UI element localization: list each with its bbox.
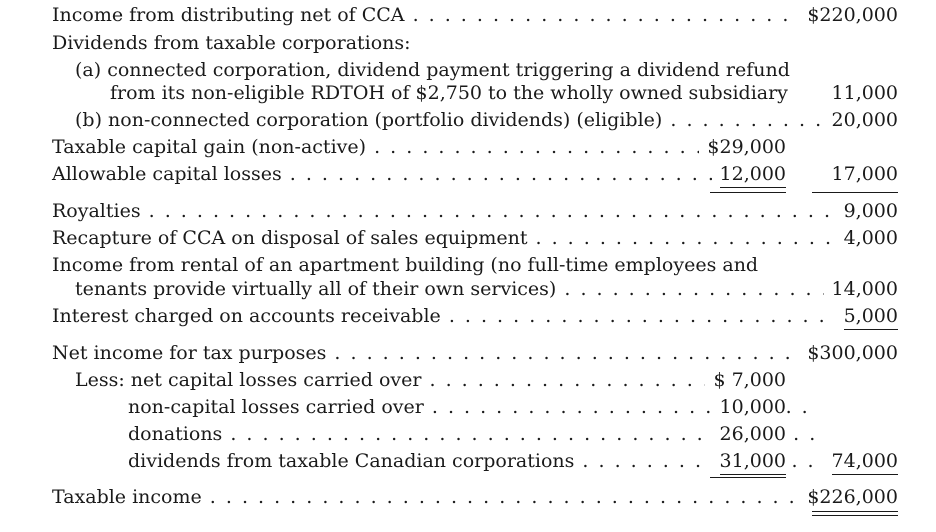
line-rental-1	[0, 252, 936, 278]
amount-income-distributing: $220,000	[799, 2, 898, 28]
line-dividends-deduction	[0, 448, 936, 474]
label-net-income: Net income for tax purposes . . .	[0, 340, 840, 366]
deductions-rule-middle	[710, 477, 786, 478]
line-recapture	[0, 225, 936, 251]
amount-dividend-b: 20,000	[824, 107, 898, 133]
label-donations: donations . . .	[0, 421, 818, 447]
line-non-capital-losses	[0, 394, 936, 420]
label-dividend-a-line1: (a) connected corporation, dividend payment triggering a dividend refund	[75, 59, 790, 81]
subtotal-rule-middle	[710, 192, 786, 193]
subtotal-rule-right	[812, 192, 898, 193]
line-less-net-capital-losses	[0, 367, 936, 393]
label-taxable-income: Taxable income . . .	[0, 484, 840, 510]
label-dividend-a-line2: from its non-eligible RDTOH of $2,750 to the wholly owned subsidiary	[110, 82, 788, 104]
label-income-distributing: Income from distributing net of CCA . . .	[0, 2, 840, 28]
label-less-net-capital-losses: Less: net capital losses carried over . . .	[0, 367, 765, 393]
line-interest	[0, 303, 936, 329]
label-royalties: Royalties . . .	[0, 198, 840, 224]
amount-donations: 26,000	[712, 421, 786, 447]
amount-total-deductions: 74,000	[824, 448, 898, 474]
total-double-rule	[812, 511, 898, 516]
amount-interest: 5,000	[836, 303, 898, 329]
line-rental-2	[0, 276, 936, 302]
line-royalties	[0, 198, 936, 224]
label-rental-line1: Income from rental of an apartment building (no full-time employees and	[52, 254, 759, 276]
line-dividends-heading	[0, 30, 936, 56]
line-taxable-income	[0, 484, 936, 510]
amount-taxable-income: $226,000	[799, 484, 898, 510]
amount-dividends-deduction: 31,000	[712, 448, 786, 474]
label-dividend-b: (b) non-connected corporation (portfolio dividends) (eligible) . . .	[0, 107, 863, 133]
line-dividend-a-2	[0, 80, 936, 106]
line-allowable-capital-losses	[0, 161, 936, 187]
amount-taxable-capital-gain: $29,000	[699, 134, 786, 160]
label-allowable-capital-losses: Allowable capital losses . . .	[0, 161, 742, 187]
line-dividend-b	[0, 107, 936, 133]
line-donations	[0, 421, 936, 447]
amount-net-capital-gain: 17,000	[824, 161, 898, 187]
line-income-distributing	[0, 2, 936, 28]
amount-dividend-a: 11,000	[824, 80, 898, 106]
label-non-capital-losses: non-capital losses carried over . . .	[0, 394, 818, 420]
label-recapture: Recapture of CCA on disposal of sales equipment . . .	[0, 225, 840, 251]
amount-rental: 14,000	[824, 276, 898, 302]
amount-allowable-capital-losses: 12,000	[712, 161, 786, 187]
amount-net-income: $300,000	[799, 340, 898, 366]
amount-net-capital-losses: $ 7,000	[705, 367, 786, 393]
label-taxable-capital-gain: Taxable capital gain (non-active) . . .	[0, 134, 742, 160]
amount-recapture: 4,000	[836, 225, 898, 251]
amount-royalties: 9,000	[836, 198, 898, 224]
line-taxable-capital-gain	[0, 134, 936, 160]
label-interest: Interest charged on accounts receivable . . .	[0, 303, 840, 329]
amount-non-capital-losses: 10,000	[712, 394, 786, 420]
label-rental-line2: tenants provide virtually all of their own services) . . .	[0, 276, 863, 302]
label-dividends-deduction: dividends from taxable Canadian corporations . . .	[0, 448, 818, 474]
line-net-income	[0, 340, 936, 366]
label-dividends-heading: Dividends from taxable corporations:	[52, 32, 411, 54]
